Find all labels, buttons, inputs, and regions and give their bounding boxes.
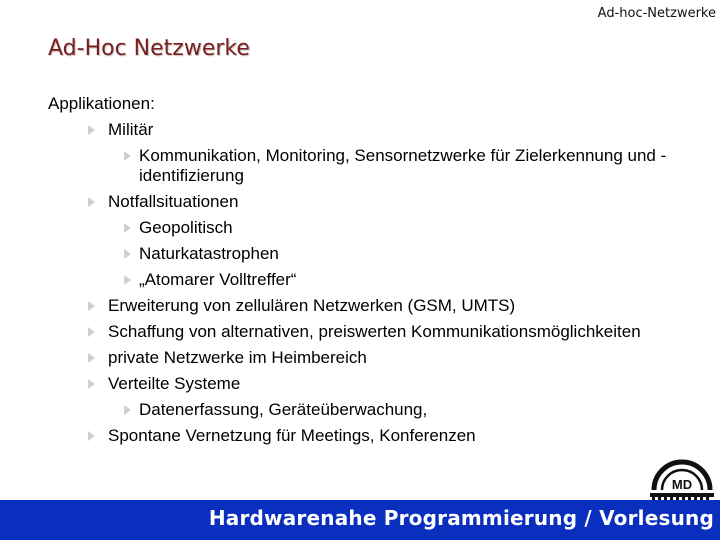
logo-text: MD	[671, 477, 693, 492]
md-logo-icon	[647, 452, 717, 504]
slide-content	[48, 94, 688, 452]
header-label: Ad-hoc-Netzwerke	[597, 6, 716, 21]
list-item-label: Geopolitisch	[139, 218, 233, 237]
bullet-icon	[88, 125, 95, 135]
bullet-icon	[88, 197, 95, 207]
list-item	[48, 270, 688, 290]
list-item	[48, 192, 688, 212]
list-item	[48, 400, 688, 420]
footer-title: Hardwarenahe Programmierung / Vorlesung	[208, 506, 714, 530]
list-item	[48, 146, 688, 186]
bullet-icon	[88, 301, 95, 311]
list-item	[48, 426, 688, 446]
intro-text: Applikationen:	[48, 94, 155, 113]
bullet-icon	[124, 223, 131, 233]
list-item	[48, 120, 688, 140]
bullet-icon	[124, 275, 131, 285]
list-item	[48, 348, 688, 368]
footer-bar	[0, 500, 720, 540]
bullet-list	[48, 120, 688, 446]
list-item-label: private Netzwerke im Heimbereich	[108, 348, 367, 367]
list-item	[48, 218, 688, 238]
list-item-label: „Atomarer Volltreffer“	[139, 270, 297, 289]
slide-title: Ad-Hoc Netzwerke	[48, 36, 250, 61]
bullet-icon	[88, 379, 95, 389]
bullet-icon	[88, 431, 95, 441]
list-item	[48, 322, 688, 342]
list-item	[48, 296, 688, 316]
list-item-label: Spontane Vernetzung für Meetings, Konferenzen	[108, 426, 476, 445]
list-item-label: Kommunikation, Monitoring, Sensornetzwerke für Zielerkennung und -identifizierung	[139, 146, 667, 185]
list-item-label: Datenerfassung, Geräteüberwachung,	[139, 400, 428, 419]
list-item-label: Erweiterung von zellulären Netzwerken (GSM, UMTS)	[108, 296, 516, 315]
bullet-icon	[88, 353, 95, 363]
bullet-icon	[124, 249, 131, 259]
list-item-label: Notfallsituationen	[108, 192, 239, 211]
list-item-label: Verteilte Systeme	[108, 374, 241, 393]
bullet-icon	[124, 405, 131, 415]
bullet-icon	[124, 151, 131, 161]
list-item	[48, 244, 688, 264]
list-item-label: Naturkatastrophen	[139, 244, 279, 263]
bullet-icon	[88, 327, 95, 337]
list-item-label: Militär	[108, 120, 154, 139]
list-item	[48, 374, 688, 394]
list-item-label: Schaffung von alternativen, preiswerten Kommunikationsmöglichkeiten	[108, 322, 641, 341]
